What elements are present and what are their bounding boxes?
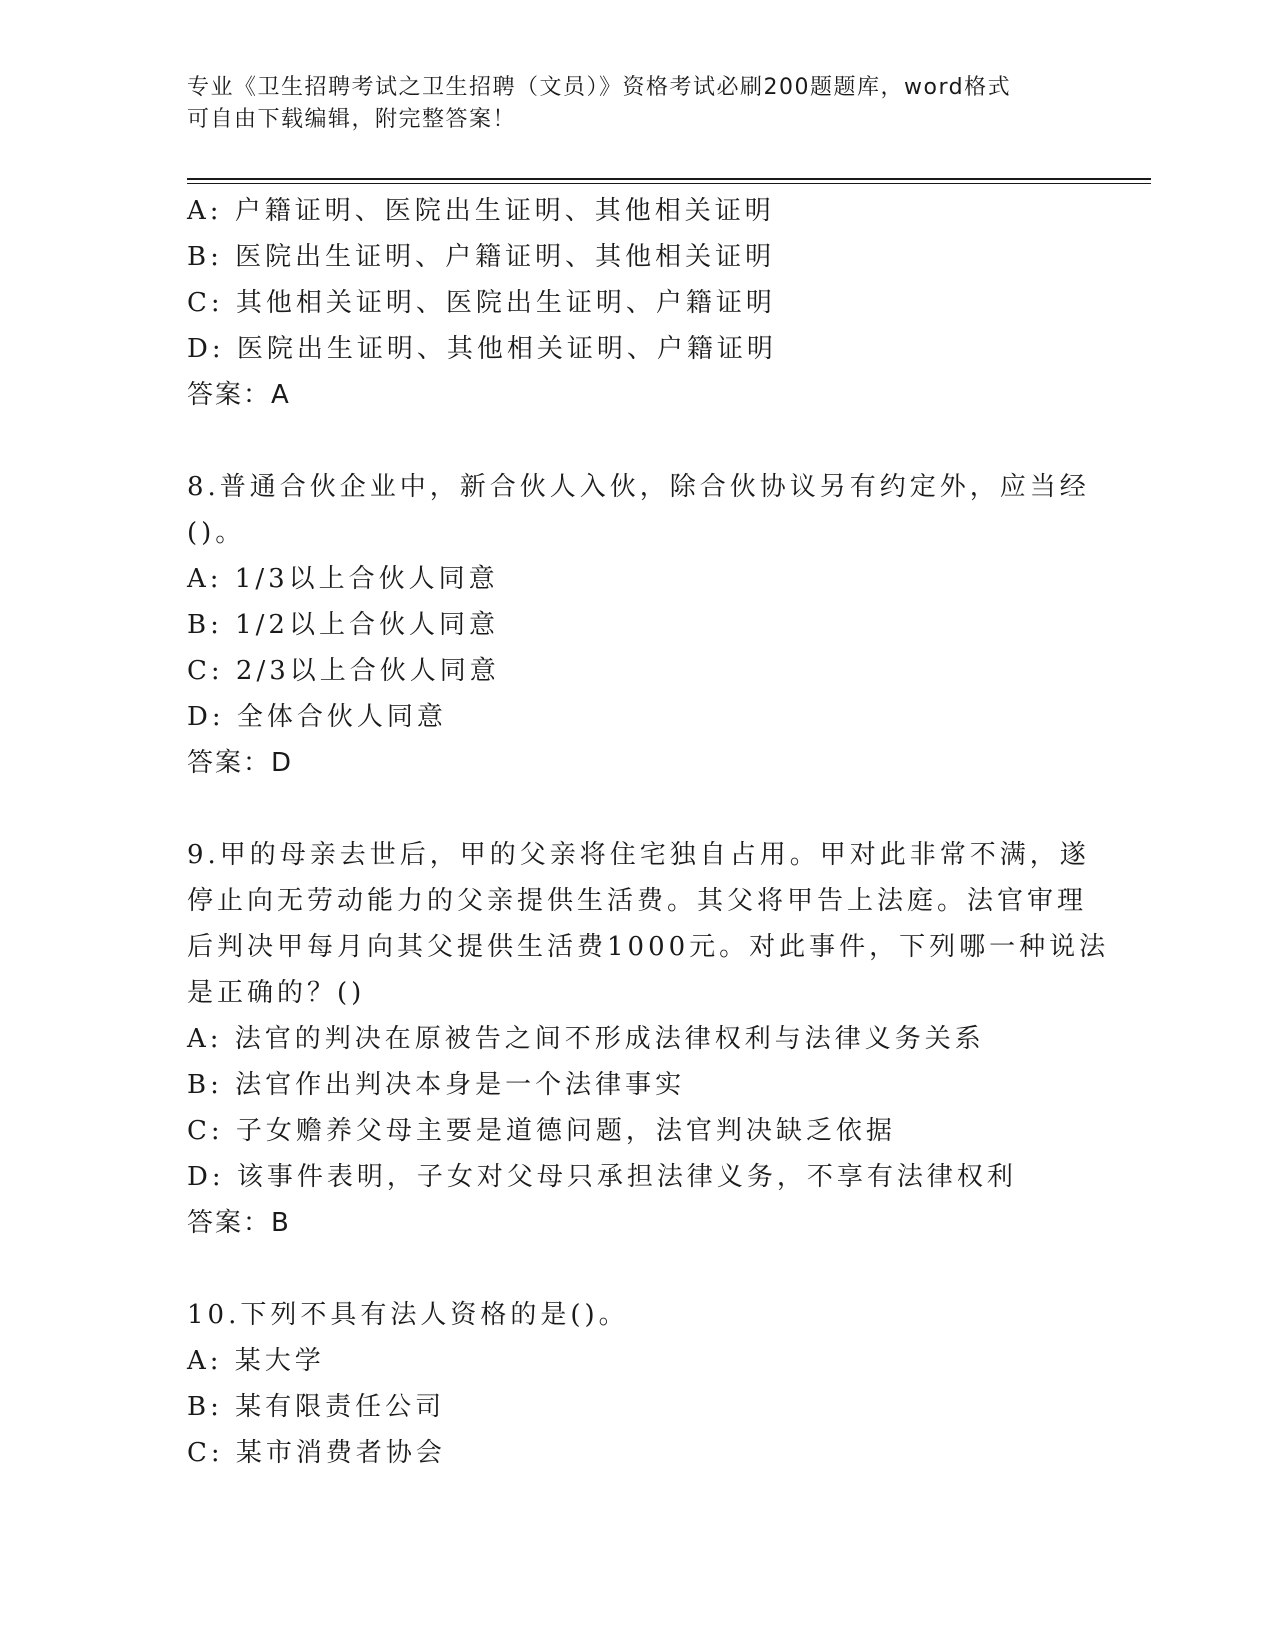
header-divider-thin: [187, 183, 1151, 184]
option-line: C: 某市消费者协会: [187, 1438, 446, 1468]
option-line: B: 医院出生证明、户籍证明、其他相关证明: [187, 242, 776, 272]
header-line-1: 专业《卫生招聘考试之卫生招聘（文员）》资格考试必刷200题题库，word格式: [187, 75, 1012, 100]
option-line: C: 2/3以上合伙人同意: [187, 656, 500, 686]
question-block: [187, 1292, 1087, 1476]
option-line: D: 全体合伙人同意: [187, 702, 447, 732]
option-line: B: 1/2以上合伙人同意: [187, 610, 499, 640]
option-line: D: 该事件表明，子女对父母只承担法律义务，不享有法律权利: [187, 1162, 1017, 1192]
option-line: B: 法官作出判决本身是一个法律事实: [187, 1070, 686, 1100]
answer-line: 答案：B: [187, 1208, 291, 1238]
question-text-line: 停止向无劳动能力的父亲提供生活费。其父将甲告上法庭。法官审理: [187, 886, 1088, 916]
question-text-line: 10.下列不具有法人资格的是()。: [187, 1300, 629, 1330]
option-line: D: 医院出生证明、其他相关证明、户籍证明: [187, 334, 777, 364]
header-divider-thick: [187, 178, 1151, 180]
option-line: A: 法官的判决在原被告之间不形成法律权利与法律义务关系: [187, 1024, 985, 1054]
option-line: A: 户籍证明、医院出生证明、其他相关证明: [187, 196, 775, 226]
header-line-2: 可自由下载编辑，附完整答案！: [187, 107, 517, 132]
question-text-line: 后判决甲每月向其父提供生活费1000元。对此事件，下列哪一种说法: [187, 932, 1110, 962]
question-text-line: 9.甲的母亲去世后，甲的父亲将住宅独自占用。甲对此非常不满，遂: [187, 840, 1090, 870]
document-header: [187, 72, 1067, 136]
question-block: [187, 464, 1090, 786]
option-line: C: 其他相关证明、医院出生证明、户籍证明: [187, 288, 776, 318]
option-line: A: 1/3以上合伙人同意: [187, 564, 499, 594]
question-block: [187, 832, 1110, 1246]
question-text-line: ()。: [187, 518, 246, 548]
option-line: C: 子女赡养父母主要是道德问题，法官判决缺乏依据: [187, 1116, 896, 1146]
question-list: [187, 188, 1110, 1476]
option-line: B: 某有限责任公司: [187, 1392, 446, 1422]
question-text-line: 是正确的？(): [187, 978, 366, 1008]
question-text-line: 8.普通合伙企业中，新合伙人入伙，除合伙协议另有约定外，应当经: [187, 472, 1090, 502]
answer-line: 答案：D: [187, 748, 294, 778]
answer-line: 答案：A: [187, 380, 291, 410]
option-line: A: 某大学: [187, 1346, 325, 1376]
question-block: [187, 188, 1087, 418]
